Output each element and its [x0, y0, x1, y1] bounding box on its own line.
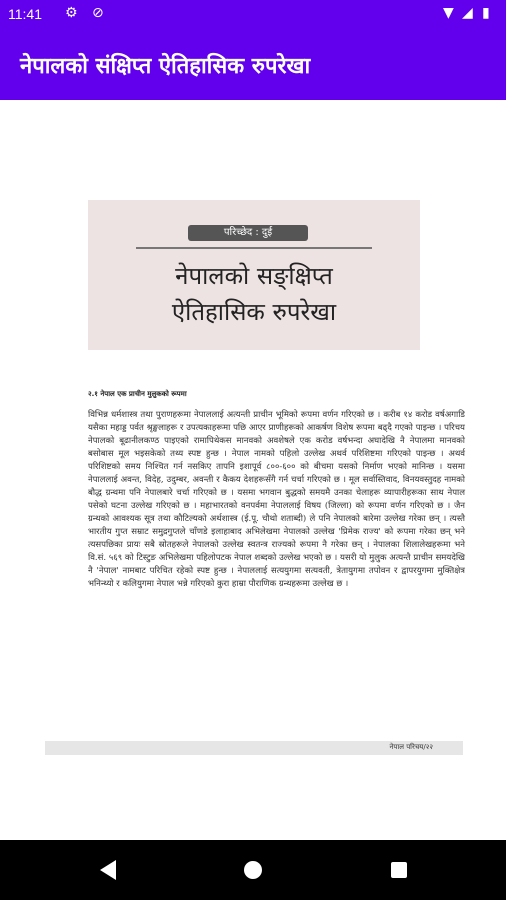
- status-bar: [0, 0, 506, 30]
- page-footer: [45, 741, 463, 755]
- battery-icon: ▮: [482, 5, 490, 21]
- recent-apps-icon[interactable]: [391, 862, 407, 878]
- chapter-title-line2: ऐतिहासिक रुपरेखा: [171, 298, 337, 326]
- chapter-tag: परिच्छेद : दुई: [188, 225, 308, 241]
- book-page: [45, 200, 463, 755]
- wifi-icon: ▼: [443, 5, 454, 21]
- app-bar: [0, 30, 506, 100]
- page-viewer[interactable]: [0, 100, 506, 840]
- home-icon[interactable]: [244, 861, 262, 879]
- divider: [136, 247, 372, 249]
- page-number: नेपाल परिचय/२२: [389, 743, 433, 751]
- status-time: 11:41: [8, 6, 42, 22]
- section-heading: २.१ नेपाल एक प्राचीन मुलुकको रूपमा: [88, 390, 187, 398]
- chapter-title-line1: नेपालको सङ्क्षिप्त: [175, 262, 333, 290]
- chapter-title: [88, 258, 420, 330]
- dnd-icon: ⊘: [92, 5, 104, 21]
- body-text: विभिन्न धर्मशास्त्र तथा पुराणहरूमा नेपाललाई अत्यन्ती प्राचीन भूमिको रूपमा वर्णन गरिएको छ । करीब १४ करोड वर्षअगाडि यसैका महाड्ड पर्वत श्रृङ्खलाहरू र उपत्यकाहरूमा पछि आएर प्राणीहरूको आकर्षण विशेष रूपमा बढ्दै गएको पाइन्छ । परिचय नेपालको बूढानीलकण्ठ पाइएको रामापिथेकस मानवको अवशेषले एक करोड वर्षभन्दा अघादेखि नै नेपालमा मानवको बसोबास मूल भइसकेको तथ्य स्पष्ट हुन्छ । नेपाल नामको पहिलो उल्लेख अथर्व परिशिष्टमा गरिएको पाइन्छ । अथर्व परिशिष्टको समय निश्चित गर्न नसकिए तापनि इशापूर्व ८००-६०० को बीचमा यसको निर्माण भएको मानिन्छ । यसमा नेपाललाई अवन्त, विदेह, उदुम्बर, अवन्ती र कैकय देशहरूसँगै गर्न चर्चा गरिएको छ । मूल सर्वास्तिवाद, विनयवस्तुदह नामको बौद्ध ग्रन्थमा पनि नेपालबारे चर्चा गरिएको छ । यसमा भगवान बुद्धको समयमै उनका चेलाहरू व्यापारीहरूका साथ नेपाल पसेको घटना उल्लेख गरिएको छ । महाभारतको वनपर्वमा नेपाललाई विषय (जिल्ला) को रूपमा वर्णन गरिएको छ । जैन ग्रन्थको आवश्यक सूत्र तथा कौटिल्यको अर्थशास्त्र (ई.पू. चौथो शताब्दी) ले पनि नेपालको बारेमा उल्लेख गरेका छन् । त्यस्तै भारतीय गुप्त सम्राट समुद्रगुप्तले चाँणडे इलाहाबाद अभिलेखमा नेपालको उल्लेख 'प्रिमेक राज्य' को रूपमा गरेका छन् भने त्यसपछिका प्रायः सबै स्रोतहरूले नेपालको उल्लेख स्वतन्त्र राज्यको रूपमा नै गरेका छन् । नेपालका शिलालेखहरूमा भने वि.सं. ५६९ को टिस्टुङ अभिलेखमा पहिलोपटक नेपाल शब्दको उल्लेख भएको छ । यसरी यो मुलुक अत्यन्तै प्राचीन समयदेखि नै 'नेपाल' नामबाट परिचित रहेको स्पष्ट हुन्छ । नेपाललाई सत्ययुगमा सत्यवती, त्रेतायुगमा तपोवन र द्वापरयुगमा मुक्तिक्षेत्र भनिन्थ्यो र कलियुगमा नेपाल भन्ने गरिएको कुरा हाम्रा पौराणिक ग्रन्थहरूमा उल्लेख छ ।: [88, 410, 465, 589]
- chapter-banner: [88, 200, 420, 350]
- gear-icon: ⚙: [65, 5, 78, 21]
- navigation-bar: [0, 840, 506, 900]
- cell-signal-icon: ◢: [462, 5, 473, 21]
- back-icon[interactable]: [100, 860, 116, 880]
- app-title: नेपालको संक्षिप्त ऐतिहासिक रुपरेखा: [20, 54, 311, 79]
